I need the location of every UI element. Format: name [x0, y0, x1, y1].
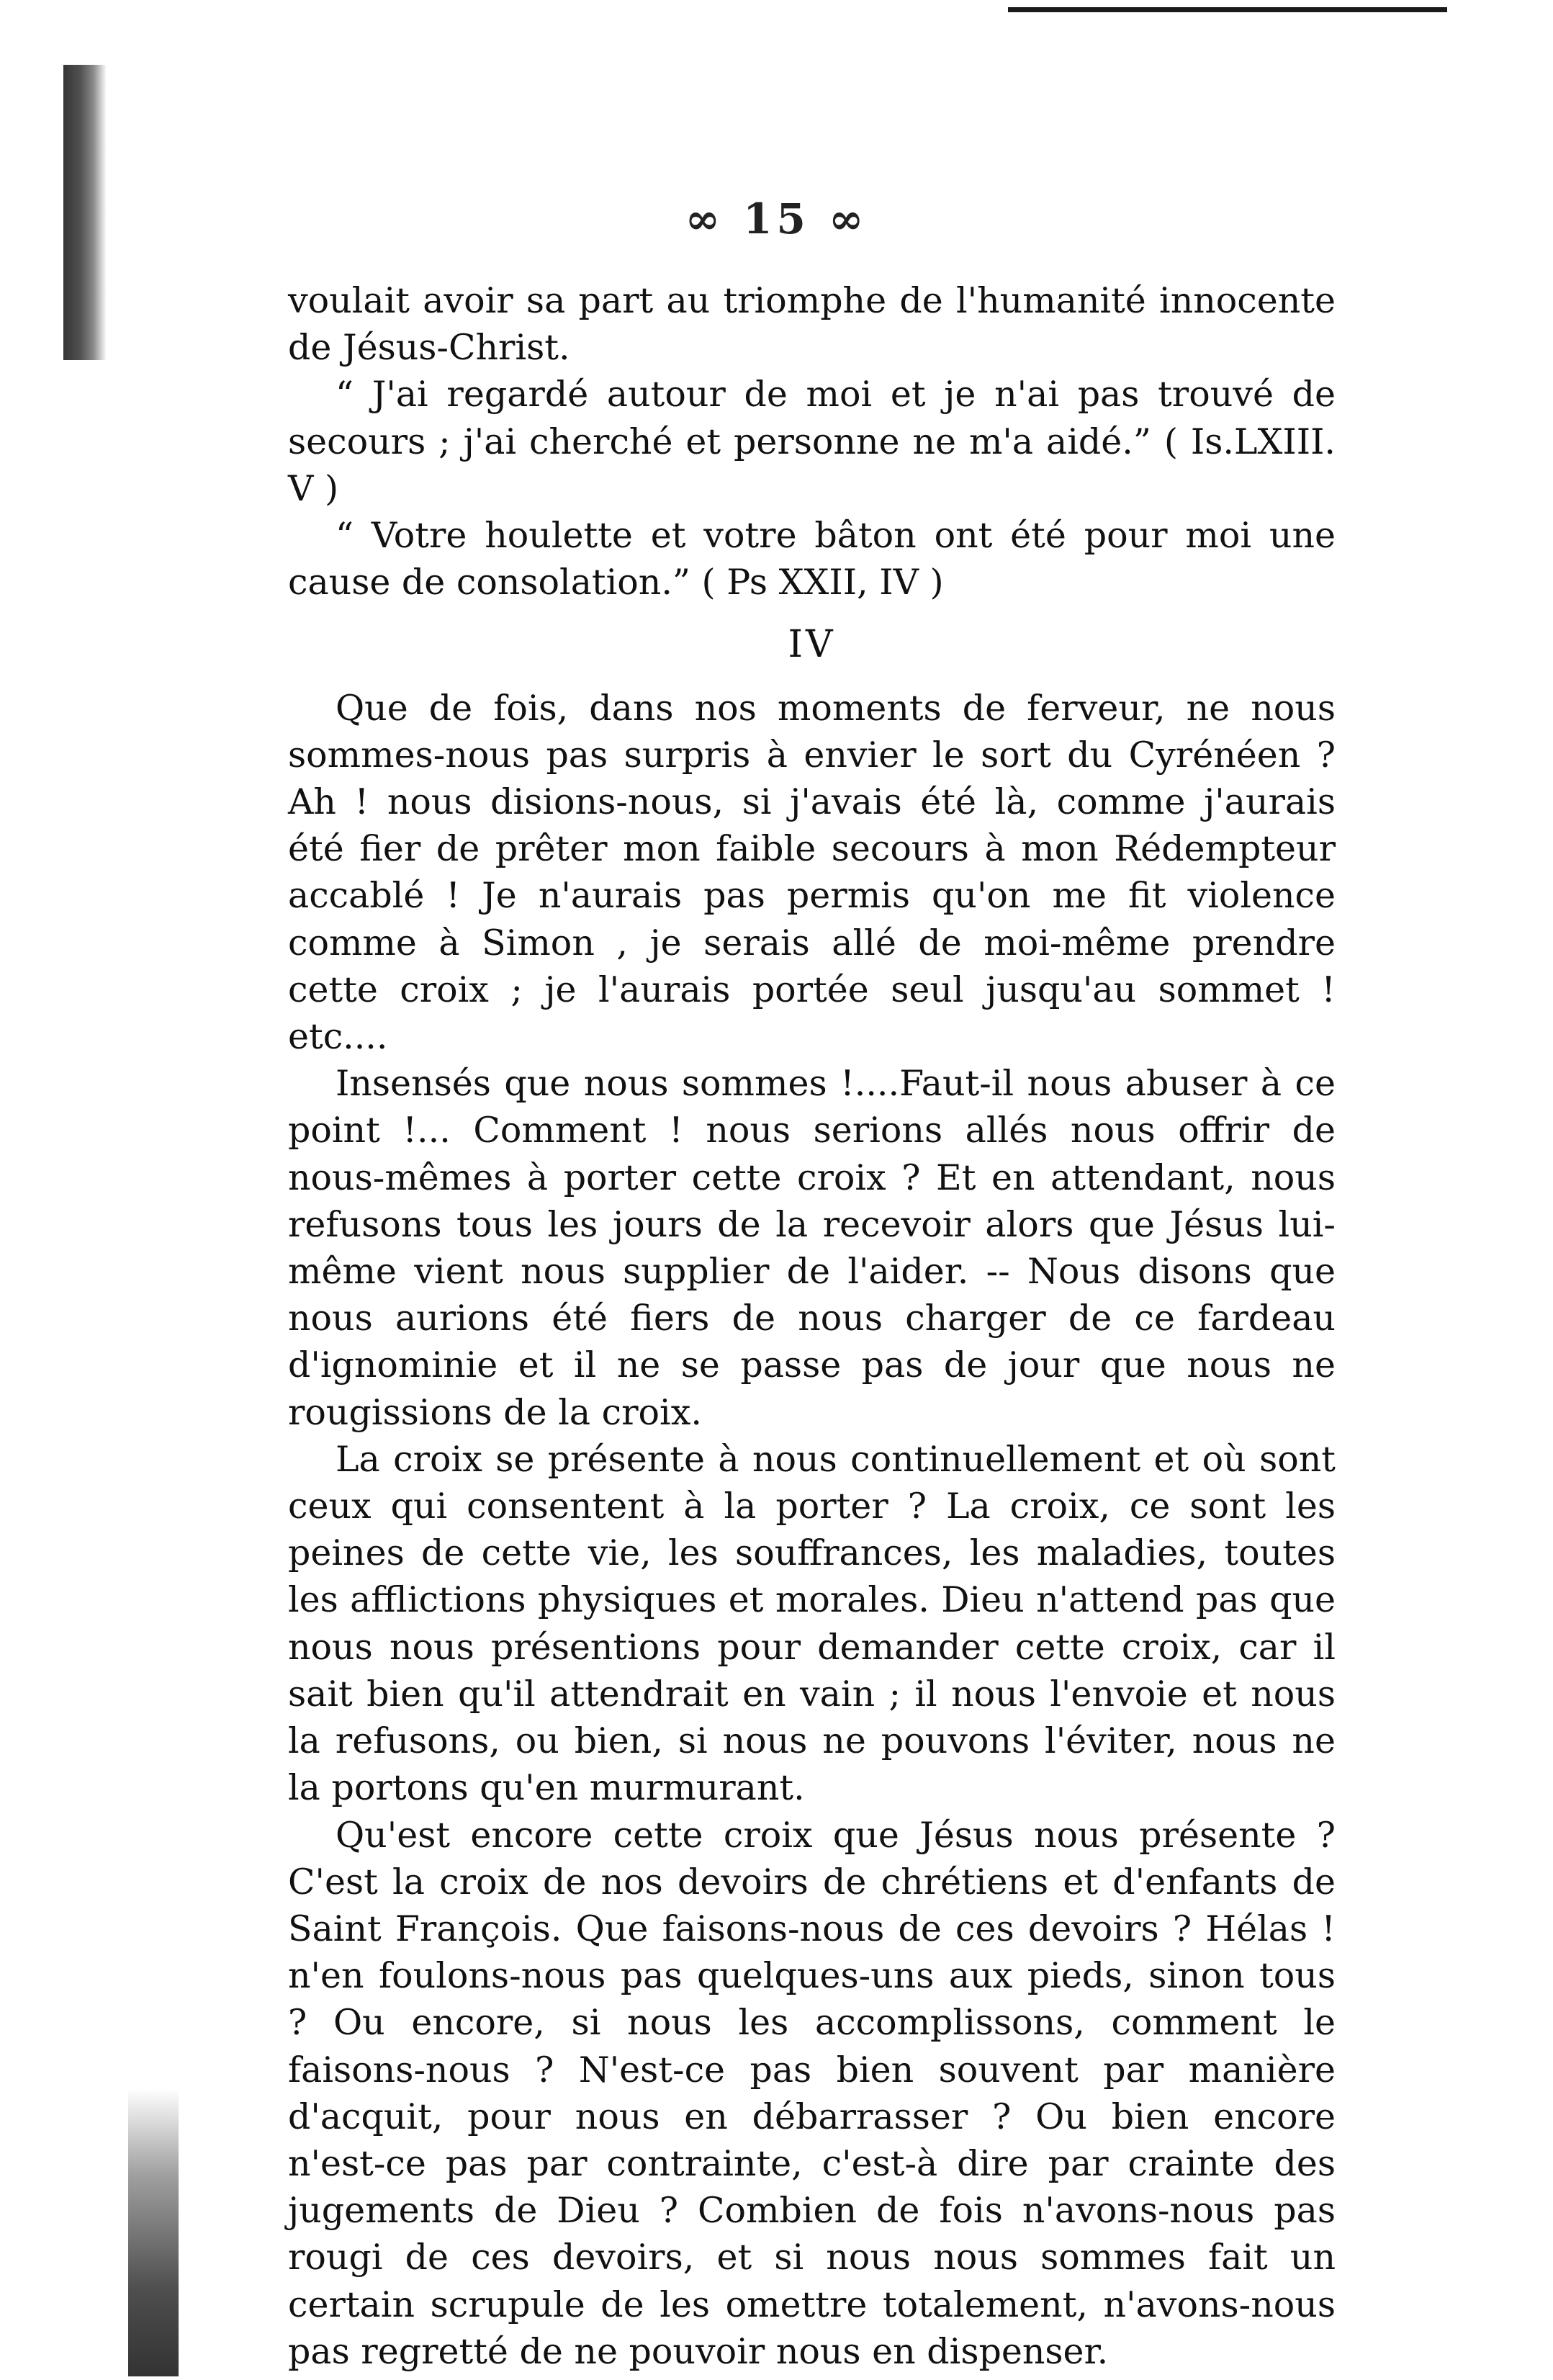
- quote-isaiah: “ J'ai regardé autour de moi et je n'ai pas trouvé de secours ; j'ai cherché et personne ne m'a aidé.” ( Is.LXIII. V ): [288, 374, 1336, 509]
- paragraph-continuation: voulait avoir sa part au triomphe de l'humanité innocente de Jésus-Christ.: [288, 280, 1336, 369]
- quote-psalm: “ Votre houlette et votre bâton ont été pour moi une cause de consolation.” ( Ps XXII, IV ): [288, 515, 1336, 603]
- page-number: ∞ 15 ∞: [685, 194, 868, 243]
- paragraph-croix-devoirs: Qu'est encore cette croix que Jésus nous présente ? C'est la croix de nos devoirs de chrétiens et d'enfants de Saint François. Que faisons-nous de ces devoirs ? Hélas ! n'en foulons-nous pas quelques-uns aux pieds, sinon tous ? Ou encore, si nous les accomplissons, comment le faisons-nous ? N'est-ce pas bien souvent par manière d'acquit, pour nous en débarrasser ? Ou bien encore n'est-ce pas par contrainte, c'est-à dire par crainte des jugements de Dieu ? Combien de fois n'avons-nous pas rougi de ces devoirs, et si nous nous sommes fait un certain scrupule de les omettre totalement, n'avons-nous pas regretté de ne pouvoir nous en dispenser.: [288, 1814, 1336, 2372]
- section-numeral: IV: [788, 623, 836, 667]
- paragraph-insenses: Insensés que nous sommes !....Faut-il nous abuser à ce point !... Comment ! nous serions allés nous offrir de nous-mêmes à porter cette croix ? Et en attendant, nous refusons tous les jours de la recevoir alors que Jésus lui-même vient nous supplier de l'aider. -- Nous disons que nous aurions été fiers de nous charger de ce fardeau d'ignominie et il ne se passe pas de jour que nous ne rougissions de la croix.: [288, 1063, 1336, 1433]
- paragraph-croix-presente: La croix se présente à nous continuellement et où sont ceux qui consentent à la porter ? La croix, ce sont les peines de cette vie, les souffrances, les maladies, toutes les afflictions physiques et morales. Dieu n'attend pas que nous nous présentions pour demander cette croix, car il sait bien qu'il attendrait en vain ; il nous l'envoie et nous la refusons, ou bien, si nous ne pouvons l'éviter, nous ne la portons qu'en murmurant.: [288, 1438, 1336, 1809]
- scan-edge-bottom: [128, 2088, 179, 2376]
- page-body: [288, 277, 1336, 2375]
- top-rule: [1008, 7, 1447, 12]
- paragraph-cyreneen: Que de fois, dans nos moments de ferveur, ne nous sommes-nous pas surpris à envier le sort du Cyrénéen ? Ah ! nous disions-nous, si j'avais été là, comme j'aurais été fier de prêter mon faible secours à mon Rédempteur accablé ! Je n'aurais pas permis qu'on me fit violence comme à Simon , je serais allé de moi-même prendre cette croix ; je l'aurais portée seul jusqu'au sommet ! etc....: [288, 687, 1336, 1058]
